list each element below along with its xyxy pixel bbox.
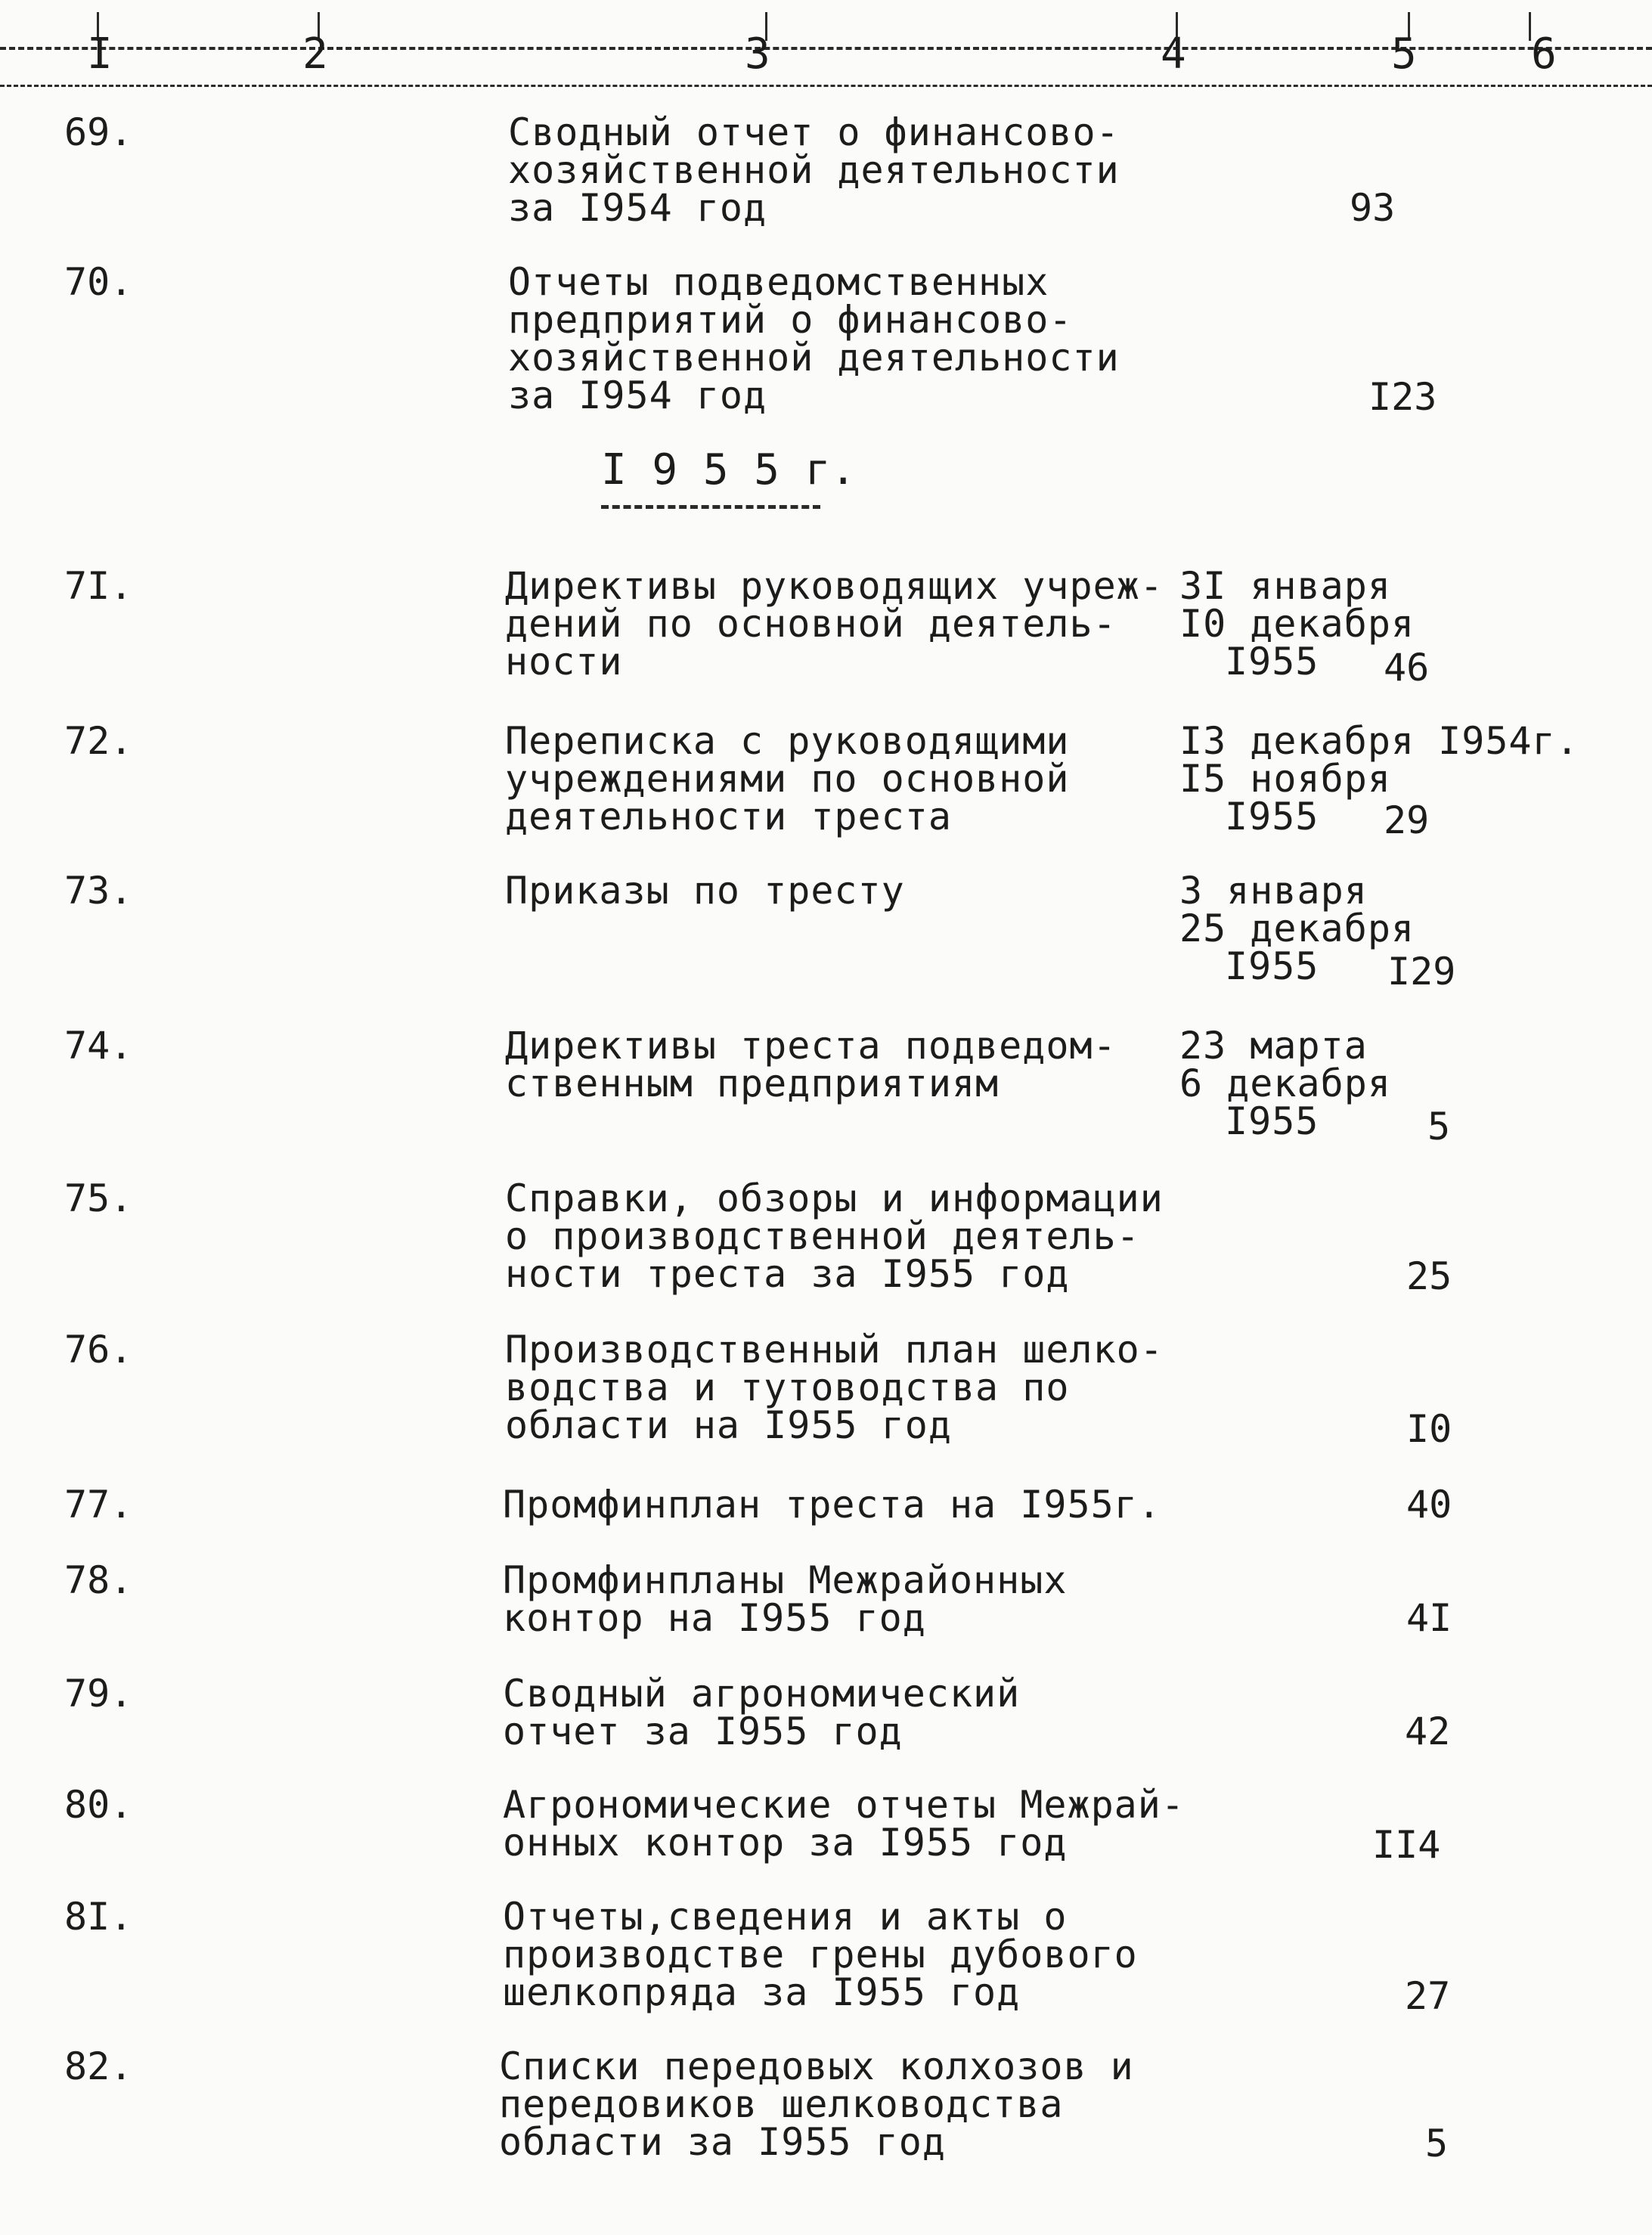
- entry-title-line: передовиков шелководства: [499, 2082, 1064, 2126]
- entry-number: 73.: [64, 869, 133, 913]
- entry-title-line: контор на I955 год: [503, 1596, 926, 1640]
- entry-sheet-count: 40: [1406, 1483, 1452, 1527]
- entry-date-line: 3 января: [1179, 869, 1368, 913]
- entry-title-line: водства и тутоводства по: [505, 1365, 1070, 1409]
- entry-sheet-count: 29: [1384, 798, 1430, 842]
- entry-date-line: I3 декабря I954г.: [1179, 719, 1579, 763]
- entry-title-line: о производственной деятель-: [505, 1214, 1140, 1258]
- entry-date-line: I955: [1225, 944, 1319, 988]
- entry-number: 74.: [64, 1024, 133, 1068]
- entry-sheet-count: 4I: [1406, 1596, 1452, 1640]
- entry-number: 75.: [64, 1176, 133, 1220]
- entry-title-line: учреждениями по основной: [505, 757, 1070, 801]
- entry-title-line: Сводный отчет о финансово-: [508, 110, 1120, 154]
- entry-title-line: деятельности треста: [505, 795, 952, 839]
- entry-title-line: Директивы руководящих учреж-: [505, 564, 1164, 608]
- entry-title-line: Агрономические отчеты Межрай-: [503, 1783, 1185, 1827]
- entry-number: 72.: [64, 719, 133, 763]
- entry-title-line: ности: [505, 640, 623, 684]
- entry-sheet-count: I0: [1406, 1407, 1452, 1451]
- entry-number: 80.: [64, 1783, 133, 1827]
- entry-sheet-count: 46: [1384, 646, 1430, 690]
- entry-title-line: Производственный план шелко-: [505, 1328, 1164, 1372]
- entry-title-line: за I954 год: [508, 374, 767, 417]
- entry-title-line: Приказы по тресту: [505, 869, 905, 913]
- entry-number: 77.: [64, 1483, 133, 1527]
- entry-sheet-count: 5: [1425, 2122, 1449, 2165]
- entry-title-line: производстве грены дубового: [503, 1933, 1138, 1976]
- entry-title-line: ности треста за I955 год: [505, 1252, 1070, 1296]
- entry-title-line: Сводный агрономический: [503, 1672, 1021, 1716]
- entry-title-line: предприятий о финансово-: [508, 298, 1073, 342]
- entry-number: 78.: [64, 1558, 133, 1602]
- entry-title-line: Промфинплан треста на I955г.: [503, 1483, 1161, 1527]
- column-number-4: 4: [1161, 29, 1186, 79]
- entry-title-line: дений по основной деятель-: [505, 602, 1117, 646]
- entry-date-line: I955: [1225, 640, 1319, 684]
- entry-date-line: 3I января: [1179, 564, 1391, 608]
- entry-title-line: шелкопряда за I955 год: [503, 1970, 1021, 2014]
- column-number-6: 6: [1531, 29, 1557, 79]
- entry-title-line: Списки передовых колхозов и: [499, 2044, 1134, 2088]
- entry-number: 82.: [64, 2044, 133, 2088]
- entry-date-line: 6 декабря: [1179, 1062, 1391, 1105]
- entry-title-line: Отчеты,сведения и акты о: [503, 1895, 1068, 1939]
- entry-number: 8I.: [64, 1895, 133, 1939]
- entry-sheet-count: I23: [1368, 375, 1437, 419]
- entry-date-line: I955: [1225, 795, 1319, 839]
- entry-number: 7I.: [64, 564, 133, 608]
- entry-sheet-count: 42: [1405, 1710, 1451, 1753]
- column-header-row: [0, 0, 1652, 98]
- entry-number: 69.: [64, 110, 133, 154]
- header-dashed-line-bottom: [0, 85, 1652, 87]
- entry-title-line: Промфинпланы Межрайонных: [503, 1558, 1068, 1602]
- entry-title-line: онных контор за I955 год: [503, 1821, 1068, 1865]
- entry-number: 79.: [64, 1672, 133, 1716]
- entry-number: 76.: [64, 1328, 133, 1372]
- entry-title-line: хозяйственной деятельности: [508, 336, 1120, 380]
- year-heading-underline: [601, 505, 820, 509]
- entry-title-line: Справки, обзоры и информации: [505, 1176, 1164, 1220]
- entry-title-line: за I954 год: [508, 186, 767, 230]
- entry-date-line: I955: [1225, 1099, 1319, 1143]
- column-number-3: 3: [745, 29, 770, 79]
- entry-sheet-count: I29: [1387, 950, 1456, 994]
- column-number-2: 2: [302, 29, 328, 79]
- entry-number: 70.: [64, 260, 133, 304]
- entry-title-line: области за I955 год: [499, 2120, 946, 2164]
- entry-sheet-count: 25: [1406, 1254, 1452, 1298]
- entry-date-line: 25 декабря: [1179, 907, 1415, 950]
- column-number-1: I: [87, 29, 113, 79]
- column-number-5: 5: [1391, 29, 1417, 79]
- entry-title-line: отчет за I955 год: [503, 1710, 903, 1753]
- entry-date-line: I0 декабря: [1179, 602, 1415, 646]
- entry-title-line: Директивы треста подведом-: [505, 1024, 1117, 1068]
- entry-date-line: I5 ноября: [1179, 757, 1391, 801]
- entry-sheet-count: 93: [1350, 186, 1396, 230]
- entry-title-line: Отчеты подведомственных: [508, 260, 1049, 304]
- entry-sheet-count: 27: [1405, 1974, 1451, 2018]
- entry-title-line: хозяйственной деятельности: [508, 148, 1120, 192]
- entry-date-line: 23 марта: [1179, 1024, 1368, 1068]
- entry-sheet-count: 5: [1427, 1105, 1451, 1148]
- year-heading: I 9 5 5 г.: [601, 445, 857, 494]
- entry-title-line: области на I955 год: [505, 1403, 952, 1447]
- entry-title-line: Переписка с руководящими: [505, 719, 1070, 763]
- entry-title-line: ственным предприятиям: [505, 1062, 1000, 1105]
- entry-sheet-count: II4: [1372, 1823, 1441, 1867]
